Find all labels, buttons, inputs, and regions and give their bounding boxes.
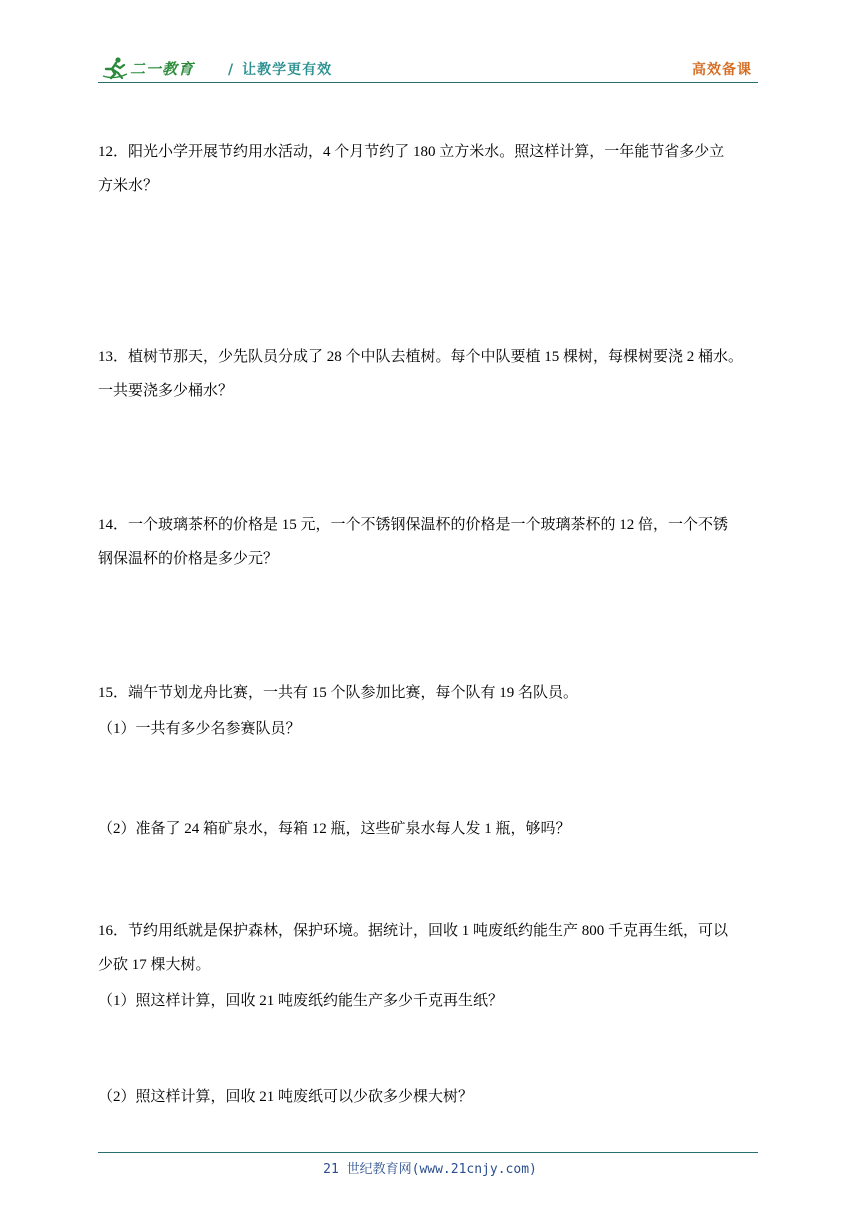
question-15-part-1: （1）一共有多少名参赛队员？ bbox=[98, 721, 301, 737]
question-16 bbox=[98, 914, 760, 982]
question-14 bbox=[98, 508, 760, 576]
header-divider bbox=[98, 82, 758, 83]
footer-text[interactable]: 21 世纪教育网(www.21cnjy.com) bbox=[323, 1162, 537, 1177]
footer-divider bbox=[98, 1152, 758, 1153]
question-12 bbox=[98, 135, 760, 203]
question-13 bbox=[98, 340, 760, 408]
running-figure-logo-icon bbox=[102, 56, 128, 80]
question-line: 16．节约用纸就是保护森林，保护环境。据统计，回收 1 吨废纸约能生产 800 千克再生纸，可以 bbox=[98, 923, 729, 939]
question-15-part-2: （2）准备了 24 箱矿泉水，每箱 12 瓶，这些矿泉水每人发 1 瓶，够吗？ bbox=[98, 821, 571, 837]
question-15 bbox=[98, 676, 760, 710]
question-line: 15．端午节划龙舟比赛，一共有 15 个队参加比赛，每个队有 19 名队员。 bbox=[98, 685, 579, 701]
question-line: 14．一个玻璃茶杯的价格是 15 元，一个不锈钢保温杯的价格是一个玻璃茶杯的 12 倍，一个不锈 bbox=[98, 517, 729, 533]
question-line: 12．阳光小学开展节约用水活动，4 个月节约了 180 立方米水。照这样计算，一年能节省多少立 bbox=[98, 144, 725, 160]
logo-text: 二一教育 bbox=[130, 59, 195, 78]
question-line: 钢保温杯的价格是多少元？ bbox=[98, 551, 279, 567]
slogan bbox=[228, 59, 332, 79]
question-line: 少砍 17 棵大树。 bbox=[98, 957, 211, 973]
question-16-part-1: （1）照这样计算，回收 21 吨废纸约能生产多少千克再生纸？ bbox=[98, 993, 504, 1009]
question-16-part-2: （2）照这样计算，回收 21 吨废纸可以少砍多少棵大树？ bbox=[98, 1089, 474, 1105]
question-line: 方米水？ bbox=[98, 178, 159, 194]
header-badge: 高效备课 bbox=[692, 62, 752, 78]
question-line: 一共要浇多少桶水？ bbox=[98, 383, 234, 399]
logo bbox=[102, 56, 194, 80]
slogan-slash: / bbox=[228, 62, 235, 78]
question-line: 13．植树节那天，少先队员分成了 28 个中队去植树。每个中队要植 15 棵树，每棵树要浇 2 桶水。 bbox=[98, 349, 744, 365]
slogan-text: 让教学更有效 bbox=[242, 62, 333, 78]
page-header bbox=[98, 56, 758, 82]
